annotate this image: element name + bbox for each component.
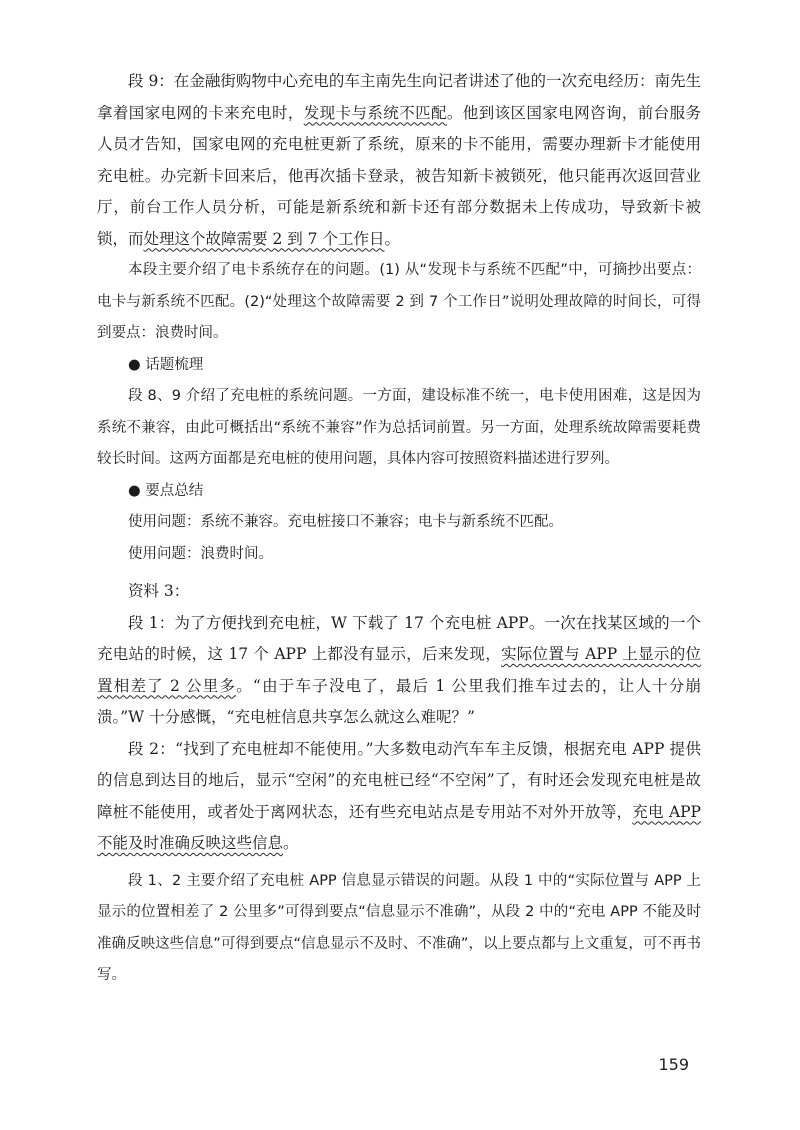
underlined-phrase: 处理这个故障需要 2 到 7 个工作日 bbox=[143, 229, 385, 248]
topic-heading: ● 话题梳理 bbox=[128, 356, 204, 373]
underlined-phrase: 发现卡与系统不匹配 bbox=[303, 103, 447, 122]
underlined-phrase: 实际位置与 APP 上显示的位置相差了 2 公里多 bbox=[97, 645, 701, 695]
text-column bbox=[97, 66, 701, 992]
summary-line-2: 使用问题：浪费时间。 bbox=[128, 545, 273, 562]
summary-line-1: 使用问题：系统不兼容。充电桩接口不兼容；电卡与新系统不匹配。 bbox=[128, 514, 563, 530]
paragraph-9: 段 9：在金融街购物中心充电的车主南先生向记者讲述了他的一次充电经历：南先生拿着国家电网的卡来充电时，发现卡与系统不匹配。他到该区国家电网咨询，前台服务人员才告知，国家电网的充电桩更新了系统，原来的卡不能用，需要办理新卡才能使用充电桩。办完新卡回来后，他再次插卡登录，被告知新卡被锁死，他只能再次返回营业厅，前台工作人员分析，可能是新系统和新卡还有部分数据未上传成功，导致新卡被锁，而处理这个故障需要 2 到 7 个工作日。 bbox=[97, 72, 701, 248]
material-heading: 资料 3： bbox=[128, 582, 190, 600]
summary-heading: ● 要点总结 bbox=[128, 482, 204, 499]
topic-paragraph: 段 8、9 介绍了充电桩的系统问题。一方面，建设标准不统一，电卡使用困难，这是因为系统不兼容，由此可概括出“系统不兼容”作为总括词前置。另一方面，处理系统故障需要耗费较长时间。这两方面都是充电桩的使用问题，具体内容可按照资料描述进行罗列。 bbox=[97, 388, 701, 467]
analysis-paragraph-2: 段 1、2 主要介绍了充电桩 APP 信息显示错误的问题。从段 1 中的“实际位置与 APP 上显示的位置相差了 2 公里多”可得到要点“信息显示不准确”，从段 2 中的“充电 APP 不能及时准确反映这些信息”可得到要点“信息显示不及时、不准确”，以上要点都与上文重复，可不再书写。 bbox=[97, 872, 701, 983]
underlined-phrase: 充电 APP 不能及时准确反映这些信息 bbox=[97, 802, 701, 852]
paragraph-s1: 段 1：为了方便找到充电桩，W 下载了 17 个充电桩 APP。一次在找某区域的一个充电站的时候，这 17 个 APP 上都没有显示，后来发现，实际位置与 APP 上显示的位置相差了 2 公里多。“由于车子没电了，最后 1 公里我们推车过去的，让人十分崩溃。”W 十分感慨，“充电桩信息共享怎么就这么难呢？” bbox=[97, 613, 701, 726]
page-number: 159 bbox=[658, 1055, 689, 1074]
paragraph-s2: 段 2：“找到了充电桩却不能使用。”大多数电动汽车车主反馈，根据充电 APP 提供的信息到达目的地后，显示“空闲”的充电桩已经“不空闲”了，有时还会发现充电桩是故障桩不能使用，或者处于离网状态，还有些充电站点是专用站不对外开放等，充电 APP 不能及时准确反映这些信息。 bbox=[97, 739, 701, 852]
analysis-paragraph-1: 本段主要介绍了电卡系统存在的问题。(1) 从“发现卡与系统不匹配”中，可摘抄出要点：电卡与新系统不匹配。(2)“处理这个故障需要 2 到 7 个工作日”说明处理故障的时间长，可得到要点：浪费时间。 bbox=[97, 262, 701, 341]
